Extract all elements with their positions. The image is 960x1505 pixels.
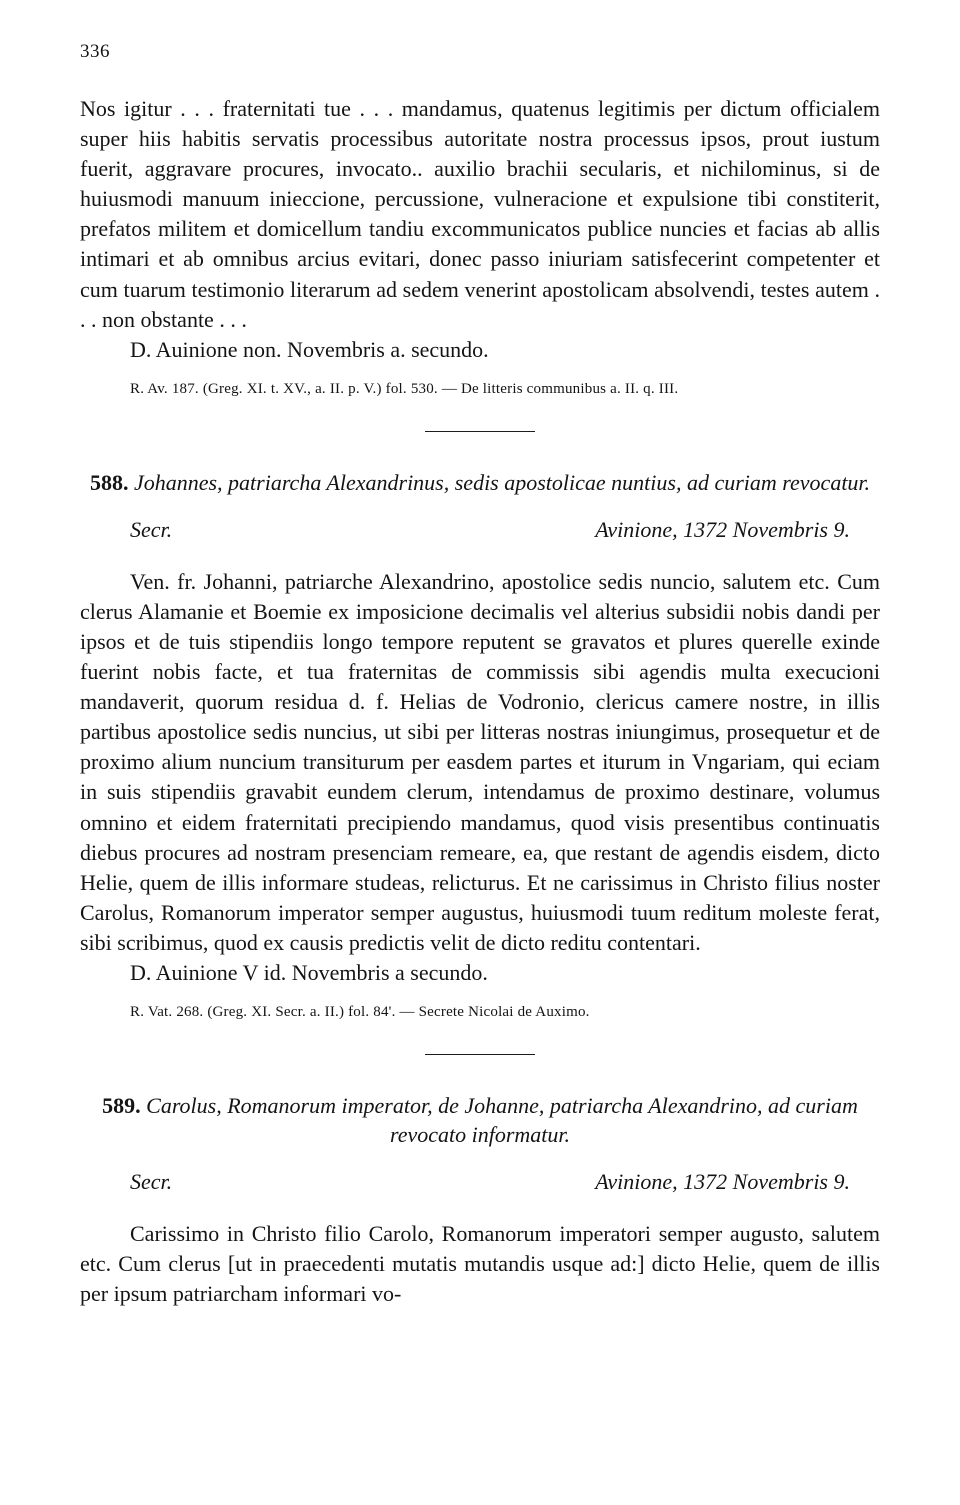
continuation-text: Nos igitur . . . fraternitati tue . . . mandamus, quatenus legitimis per dictum officialem super hiis habitis servatis processibus autoritate nostra processus ipsos, prout iustum fuerit, aggravare procures, invocato.. auxilio brachii secularis, et nichilominus, si de huiusmodi manuum inieccione, percussione, vulneracione et expulsione tibi constiterit, prefatos militem et domicellum tandiu excommunicatos publice nuncies et facias ab allis intimari et ab omnibus arcius evitari, donec passo iniuriam satisfecerint competenter et cum tuarum testimonio literarum ad sedem venerint apostolicam absolvendi, testes autem . . . non obstante . . .	[80, 96, 880, 332]
continuation-section	[80, 94, 880, 399]
entry-source: Secr.	[130, 516, 173, 542]
entry-number: 589.	[102, 1092, 141, 1118]
entry-source: Secr.	[130, 1168, 173, 1194]
entry-reference: R. Vat. 268. (Greg. XI. Secr. a. II.) fol. 84'. — Secrete Nicolai de Auximo.	[130, 1003, 590, 1020]
entry-body	[80, 1219, 880, 1309]
entry-heading	[80, 1091, 880, 1149]
entry-588	[80, 468, 880, 1022]
section-divider	[425, 431, 535, 432]
entry-body	[80, 567, 880, 1022]
entry-meta	[130, 515, 850, 545]
continuation-date: D. Auinione non. Novembris a. secundo.	[130, 336, 489, 362]
entry-place-date: Avinione, 1372 Novembris 9.	[595, 1168, 850, 1194]
entry-place-date: Avinione, 1372 Novembris 9.	[595, 516, 850, 542]
document-page	[80, 40, 880, 1309]
page-number: 336	[80, 41, 110, 62]
entry-number: 588.	[89, 469, 129, 495]
entry-text: Ven. fr. Johanni, patriarche Alexandrino, apostolice sedis nuncio, salutem etc. Cum clerus Alamanie et Boemie ex imposicione decimalis vel alterius subsidii nobis dandi per ipsos et de tuis stipendiis longo tempore reputent se gravatos et plures querelle exinde fuerint nobis facte, et tua fraternitas de commissis sibi agendis multa execucioni mandaverit, quorum residua d. f. Helias de Vodronio, clericus camere nostre, in illis partibus apostolice sedis nuncius, ut sibi per litteras nostras iniungimus, prosequetur et de proximo alium nuncium transiturum per easdem partes et iturum in Vngariam, qui eciam in suis stipendiis gravabit eundem clerum, intendamus de proximo destinare, volumus omnino et eidem fraternitati precipiendo mandamus, quod visis presentibus continuatis diebus procures ad nostram presenciam remeare, ea, que restant de agendis eisdem, dicto Helie, quem de illis informare studeas, relicturus. Et ne carissimus in Christo filius noster Carolus, Romanorum imperator semper augustus, huiusmodi tuum reditum moleste ferat, sibi scribimus, quod ex causis predictis velit de dicto reditu contentari.	[80, 568, 880, 955]
entry-589	[80, 1091, 880, 1309]
entry-title: Johannes, patriarcha Alexandrinus, sedis apostolicae nuntius, ad curiam revocatur.	[133, 469, 871, 495]
continuation-reference: R. Av. 187. (Greg. XI. t. XV., a. II. p. V.) fol. 530. — De litteris communibus a. II. q. III.	[130, 380, 679, 397]
entry-title: Carolus, Romanorum imperator, de Johanne, patriarcha Alexandrino, ad curiam revocato informatur.	[146, 1092, 858, 1147]
entry-text: Carissimo in Christo filio Carolo, Romanorum imperatori semper augusto, salutem etc. Cum clerus [ut in praecedenti mutatis mutandis usque ad:] dicto Helie, quem de illis per ipsum patriarcham informari vo-	[80, 1220, 880, 1307]
entry-heading	[80, 468, 880, 497]
section-divider	[425, 1054, 535, 1055]
entry-meta	[130, 1167, 850, 1197]
entry-date: D. Auinione V id. Novembris a secundo.	[130, 959, 488, 985]
